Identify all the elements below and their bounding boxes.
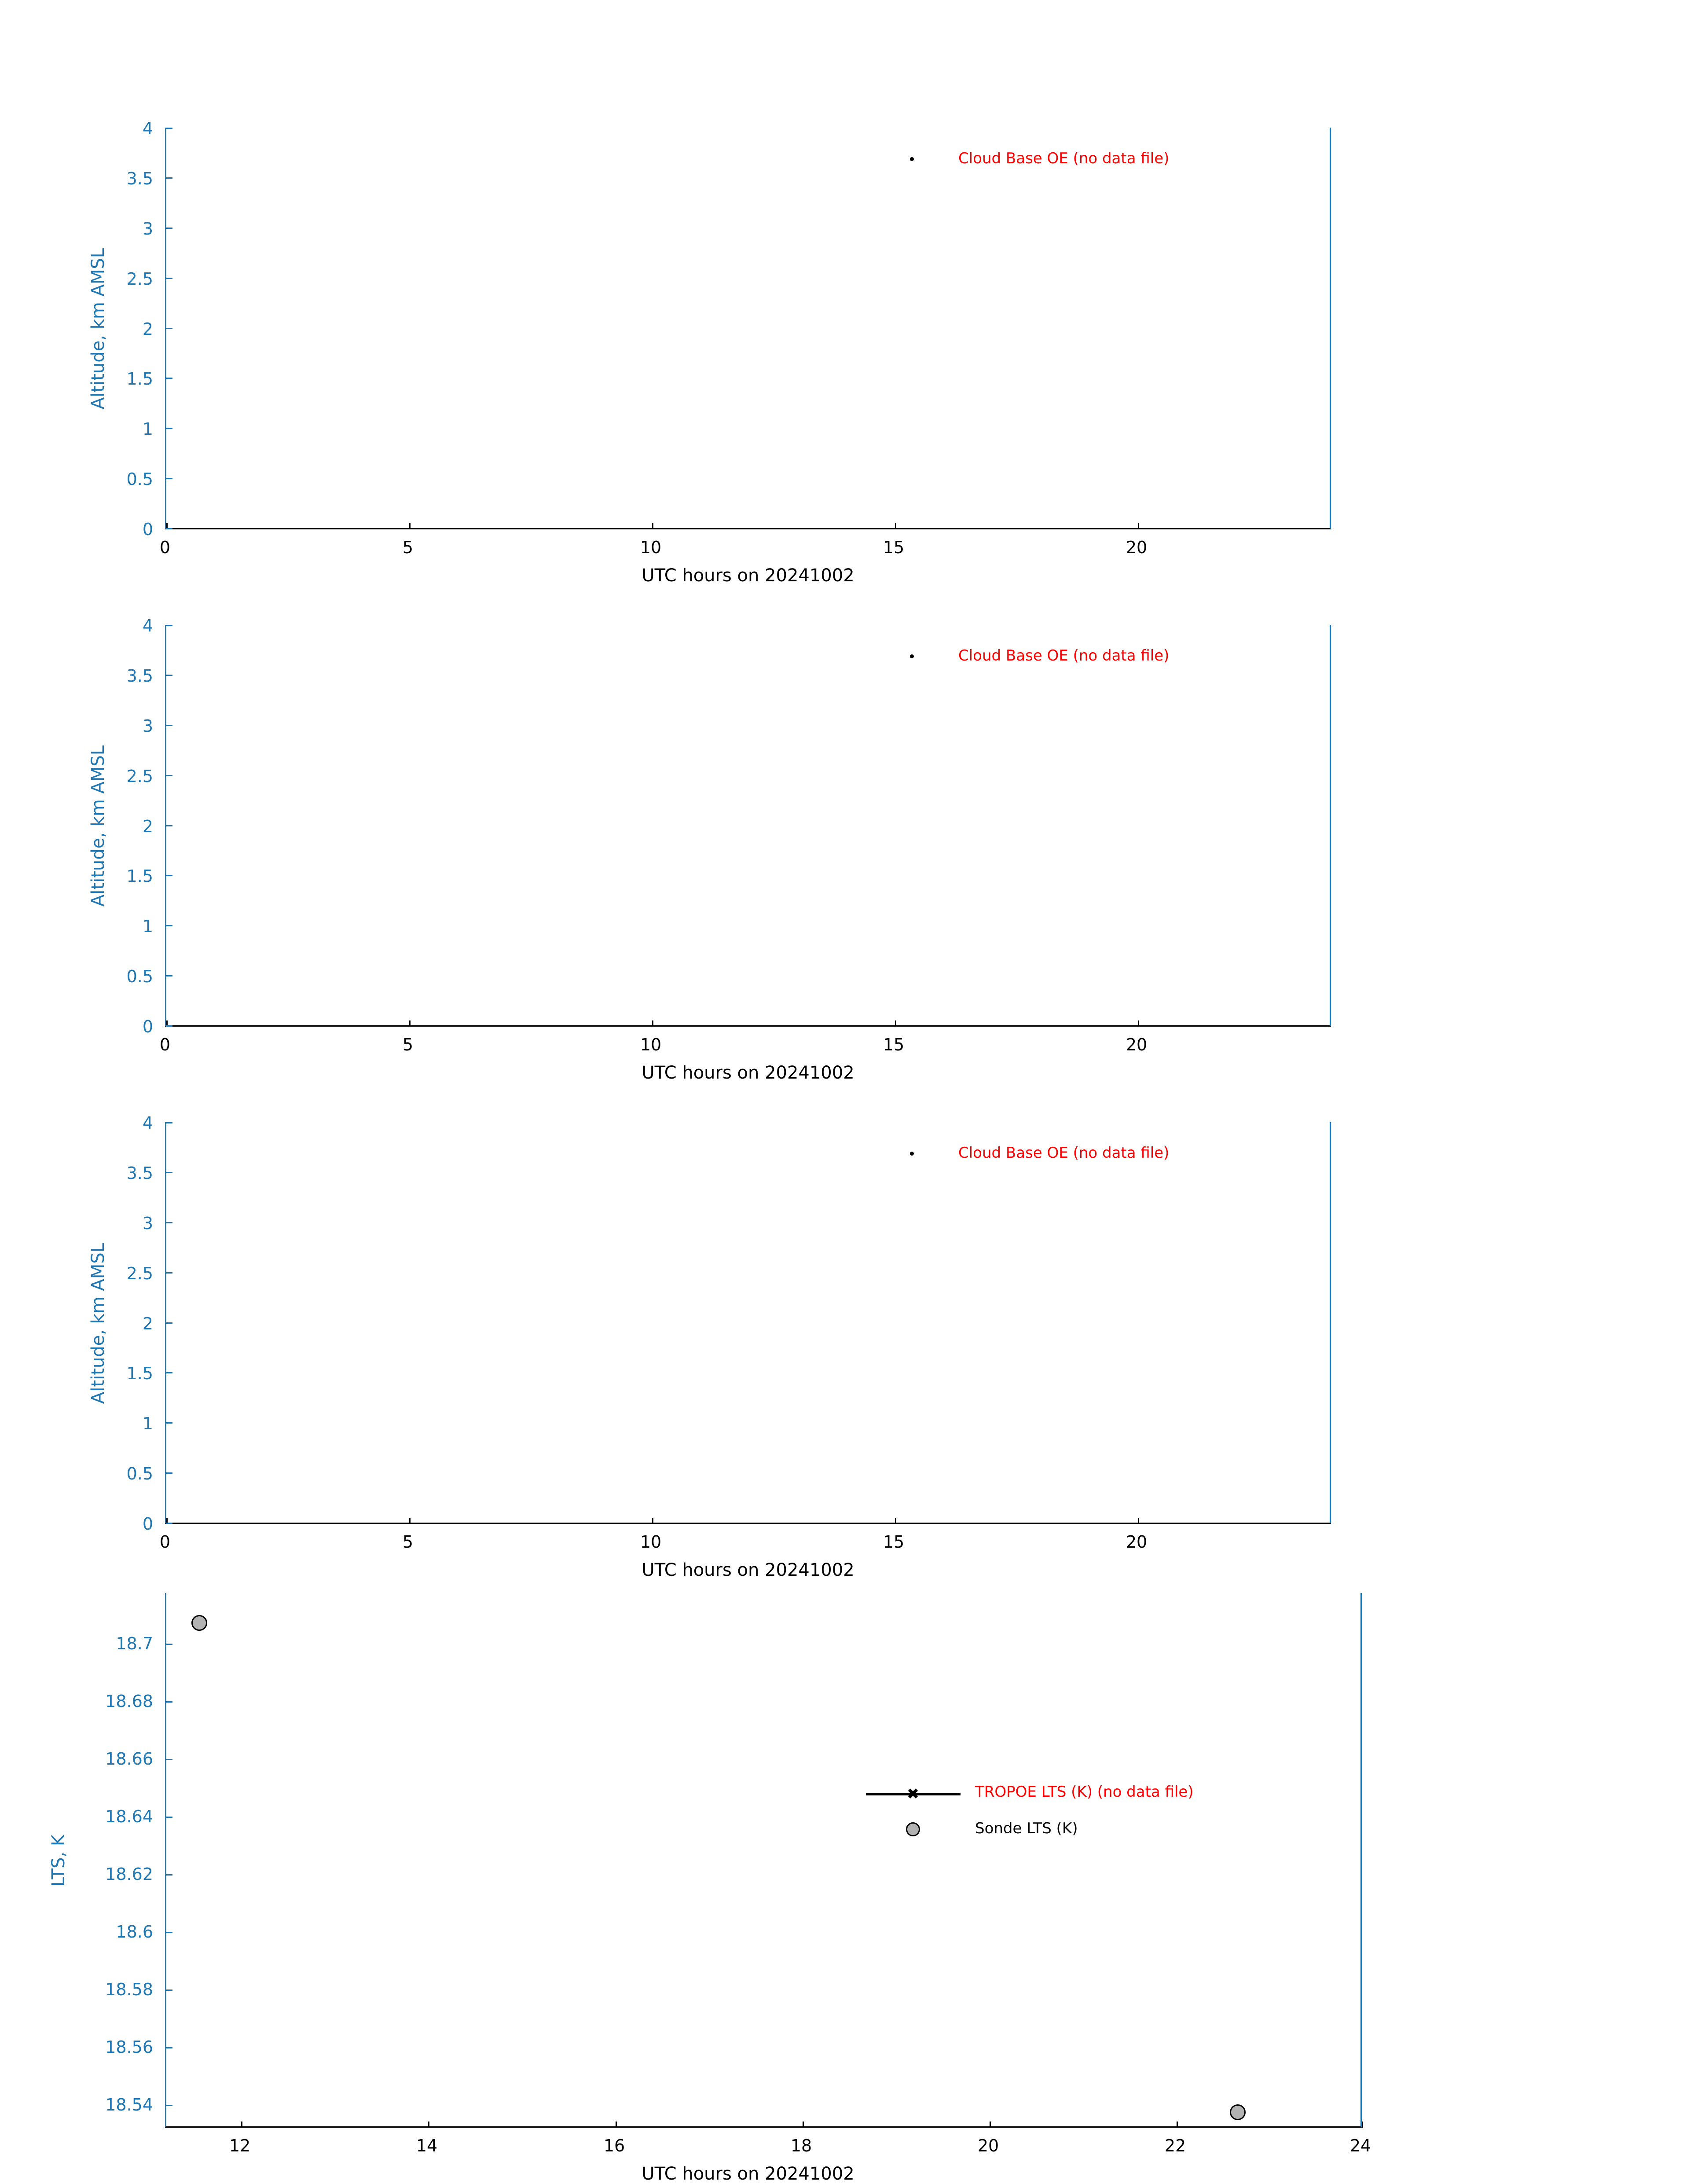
y-tick-label: 0.5 xyxy=(126,967,153,986)
y-tick-label: 3.5 xyxy=(126,666,153,686)
y-tick xyxy=(166,675,172,676)
y-tick-label: 18.7 xyxy=(116,1634,153,1653)
x-tick-label: 5 xyxy=(402,1035,414,1054)
y-tick xyxy=(166,428,172,429)
y-tick-label: 1 xyxy=(142,917,153,936)
y-tick xyxy=(166,625,172,626)
y-tick-label: 1.5 xyxy=(126,369,153,389)
y-tick-label: 4 xyxy=(142,616,153,635)
y-tick xyxy=(166,1172,172,1173)
y-tick-label: 0 xyxy=(142,520,153,539)
x-axis-label: UTC hours on 20241002 xyxy=(642,2164,854,2184)
y-tick-label: 3 xyxy=(142,219,153,239)
x-axis-label: UTC hours on 20241002 xyxy=(642,1560,854,1580)
y-tick xyxy=(166,825,172,826)
y-tick xyxy=(166,775,172,776)
x-tick xyxy=(241,2122,242,2128)
sonde-data-point xyxy=(191,1615,207,1631)
x-tick xyxy=(428,2122,429,2128)
y-tick xyxy=(166,2105,172,2106)
y-tick-label: 0 xyxy=(142,1017,153,1036)
y-tick xyxy=(166,478,172,479)
y-tick-label: 3 xyxy=(142,716,153,736)
x-tick-label: 14 xyxy=(416,2136,438,2155)
x-tick-label: 20 xyxy=(1126,1532,1148,1552)
x-tick-label: 10 xyxy=(640,538,662,557)
y-tick-label: 2.5 xyxy=(126,269,153,289)
y-tick xyxy=(166,725,172,726)
x-axis-label: UTC hours on 20241002 xyxy=(642,565,854,586)
y-tick-label: 0.5 xyxy=(126,470,153,489)
y-tick xyxy=(166,378,172,379)
legend-label-sonde-lts: Sonde LTS (K) xyxy=(975,1820,1078,1837)
panel-lts xyxy=(0,1492,1683,2184)
y-tick-label: 0 xyxy=(142,1514,153,1534)
y-tick xyxy=(166,875,172,876)
y-tick xyxy=(166,128,172,129)
y-tick-label: 18.56 xyxy=(105,2037,153,2057)
legend-label-tropoe-lts: TROPOE LTS (K) (no data file) xyxy=(975,1783,1194,1801)
x-tick-label: 15 xyxy=(883,538,905,557)
legend-marker-sonde-lts xyxy=(906,1822,920,1836)
y-tick-label: 1 xyxy=(142,1414,153,1433)
y-tick-label: 18.54 xyxy=(105,2095,153,2114)
plot-area-2 xyxy=(165,625,1331,1027)
y-tick-label: 18.68 xyxy=(105,1692,153,1711)
y-tick xyxy=(166,228,172,229)
y-tick xyxy=(166,328,172,329)
x-tick xyxy=(616,2122,617,2128)
x-tick-label: 20 xyxy=(1126,538,1148,557)
y-tick-label: 2 xyxy=(142,1314,153,1333)
x-tick xyxy=(803,2122,804,2128)
x-tick-label: 12 xyxy=(229,2136,251,2155)
x-tick xyxy=(990,2122,991,2128)
plot-area-1 xyxy=(165,128,1331,529)
y-tick-label: 3.5 xyxy=(126,1164,153,1183)
y-tick-label: 2.5 xyxy=(126,1264,153,1283)
x-tick-label: 5 xyxy=(402,538,414,557)
y-tick-label: 18.64 xyxy=(105,1807,153,1826)
y-tick-label: 4 xyxy=(142,119,153,138)
y-tick-label: 18.66 xyxy=(105,1749,153,1769)
legend-label-cloud-base: Cloud Base OE (no data file) xyxy=(958,647,1170,664)
sonde-data-point xyxy=(1230,2104,1246,2120)
y-tick xyxy=(166,278,172,279)
y-axis-label: Altitude, km AMSL xyxy=(88,745,108,907)
x-tick-label: 24 xyxy=(1349,2136,1371,2155)
y-tick-label: 2 xyxy=(142,319,153,339)
y-tick-label: 1.5 xyxy=(126,866,153,886)
plot-area-3 xyxy=(165,1122,1331,1524)
x-tick-label: 15 xyxy=(883,1532,905,1552)
y-tick xyxy=(166,1701,172,1703)
y-tick xyxy=(166,177,172,179)
y-tick xyxy=(166,1989,172,1991)
x-tick-label: 20 xyxy=(1126,1035,1148,1054)
y-axis-label: LTS, K xyxy=(48,1834,69,1887)
y-axis-label: Altitude, km AMSL xyxy=(88,248,108,410)
x-tick-label: 10 xyxy=(640,1532,662,1552)
y-tick xyxy=(166,1644,172,1645)
x-tick-label: 5 xyxy=(402,1532,414,1552)
x-tick-label: 15 xyxy=(883,1035,905,1054)
y-tick xyxy=(166,2047,172,2048)
legend-marker-cloud-base xyxy=(910,654,914,658)
y-tick-label: 0.5 xyxy=(126,1464,153,1483)
y-tick-label: 18.58 xyxy=(105,1980,153,1999)
y-tick xyxy=(166,1322,172,1324)
x-tick-label: 10 xyxy=(640,1035,662,1054)
legend-label-cloud-base: Cloud Base OE (no data file) xyxy=(958,1144,1170,1162)
y-tick xyxy=(166,1122,172,1123)
y-tick-label: 18.6 xyxy=(116,1922,153,1942)
y-tick xyxy=(166,1874,172,1876)
x-tick-label: 20 xyxy=(977,2136,999,2155)
y-tick xyxy=(166,1222,172,1223)
y-tick xyxy=(166,1932,172,1933)
y-tick-label: 4 xyxy=(142,1113,153,1133)
x-tick-label: 0 xyxy=(159,1035,171,1054)
x-tick xyxy=(1362,2122,1363,2128)
y-tick xyxy=(166,1372,172,1373)
y-tick-label: 3.5 xyxy=(126,169,153,188)
x-tick-label: 16 xyxy=(603,2136,625,2155)
legend-marker-tropoe-lts-x: ✖ xyxy=(906,1785,920,1803)
x-tick xyxy=(1177,2122,1178,2128)
y-tick-label: 18.62 xyxy=(105,1865,153,1884)
y-tick xyxy=(166,1472,172,1474)
x-tick-label: 18 xyxy=(790,2136,812,2155)
y-tick-label: 2 xyxy=(142,817,153,836)
y-tick-label: 1.5 xyxy=(126,1364,153,1383)
x-tick-label: 0 xyxy=(159,538,171,557)
y-tick-label: 3 xyxy=(142,1214,153,1233)
plot-area-4 xyxy=(165,1593,1362,2128)
x-axis-label: UTC hours on 20241002 xyxy=(642,1063,854,1083)
y-axis-label: Altitude, km AMSL xyxy=(88,1242,108,1404)
legend-marker-cloud-base xyxy=(910,157,914,161)
x-tick-label: 0 xyxy=(159,1532,171,1552)
y-tick-label: 2.5 xyxy=(126,767,153,786)
y-tick xyxy=(166,1759,172,1760)
y-tick-label: 1 xyxy=(142,419,153,439)
y-tick xyxy=(166,1422,172,1424)
y-tick xyxy=(166,1817,172,1818)
y-tick xyxy=(166,975,172,976)
legend-marker-cloud-base xyxy=(910,1152,914,1156)
x-tick-label: 22 xyxy=(1164,2136,1186,2155)
y-tick xyxy=(166,925,172,926)
y-tick xyxy=(166,1272,172,1274)
legend-label-cloud-base: Cloud Base OE (no data file) xyxy=(958,150,1170,167)
